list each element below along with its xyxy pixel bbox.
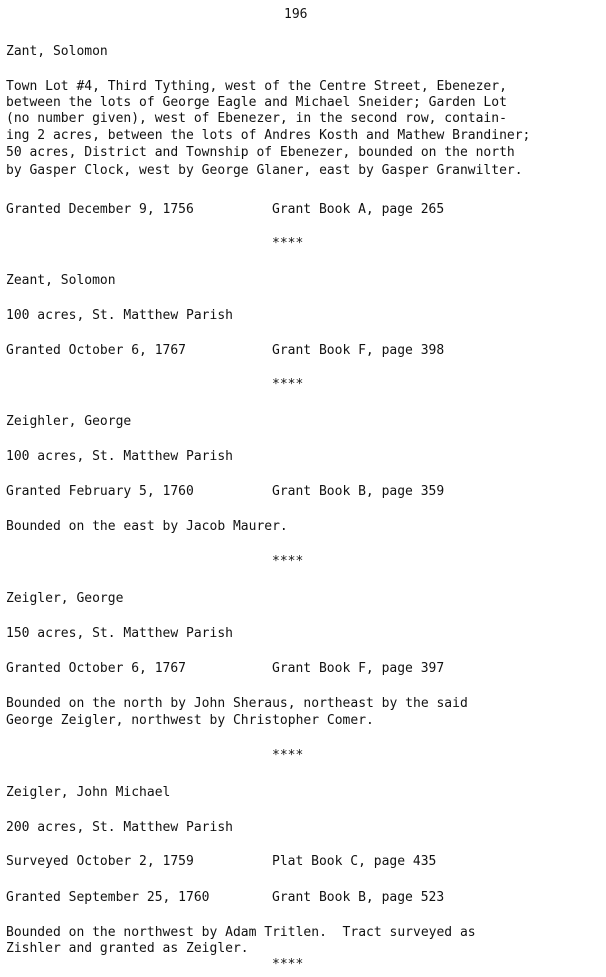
entry-name: Zeighler, George: [6, 414, 132, 429]
record-date: Granted February 5, 1760: [6, 484, 194, 499]
record-book: Grant Book F, page 397: [272, 661, 445, 676]
record-book: Grant Book A, page 265: [272, 202, 445, 217]
separator: ****: [272, 957, 304, 972]
record-book: Grant Book B, page 523: [272, 890, 445, 905]
entry-acreage: 200 acres, St. Matthew Parish: [6, 820, 233, 835]
record-date: Granted October 6, 1767: [6, 661, 187, 676]
description-line: (no number given), west of Ebenezer, in the second row, contain-: [6, 111, 507, 126]
entry-name: Zeigler, George: [6, 591, 124, 606]
entry-note: Bounded on the north by John Sheraus, northeast by the said: [6, 696, 468, 711]
page-number: 196: [284, 7, 308, 22]
record-book: Grant Book F, page 398: [272, 343, 445, 358]
entry-acreage: 100 acres, St. Matthew Parish: [6, 449, 233, 464]
entry-acreage: 100 acres, St. Matthew Parish: [6, 308, 233, 323]
entry-note: Bounded on the northwest by Adam Tritlen. Tract surveyed as: [6, 925, 476, 940]
entry-note: George Zeigler, northwest by Christopher Comer.: [6, 713, 374, 728]
record-book: Plat Book C, page 435: [272, 854, 437, 869]
description-line: Town Lot #4, Third Tything, west of the Centre Street, Ebenezer,: [6, 79, 507, 94]
separator: ****: [272, 236, 304, 251]
entry-note: Bounded on the east by Jacob Maurer.: [6, 519, 288, 534]
description-line: 50 acres, District and Township of Ebenezer, bounded on the north: [6, 145, 515, 160]
description-line: by Gasper Clock, west by George Glaner, east by Gasper Granwilter.: [6, 163, 523, 178]
entry-name: Zant, Solomon: [6, 44, 108, 59]
description-line: ing 2 acres, between the lots of Andres Kosth and Mathew Brandiner;: [6, 128, 531, 143]
separator: ****: [272, 748, 304, 763]
entry-name: Zeigler, John Michael: [6, 785, 171, 800]
record-date: Granted October 6, 1767: [6, 343, 187, 358]
separator: ****: [272, 377, 304, 392]
entry-note: Zishler and granted as Zeigler.: [6, 941, 249, 956]
description-line: between the lots of George Eagle and Michael Sneider; Garden Lot: [6, 95, 507, 110]
entry-acreage: 150 acres, St. Matthew Parish: [6, 626, 233, 641]
record-date: Granted December 9, 1756: [6, 202, 194, 217]
record-date: Surveyed October 2, 1759: [6, 854, 194, 869]
record-date: Granted September 25, 1760: [6, 890, 210, 905]
separator: ****: [272, 554, 304, 569]
entry-name: Zeant, Solomon: [6, 273, 116, 288]
record-book: Grant Book B, page 359: [272, 484, 445, 499]
